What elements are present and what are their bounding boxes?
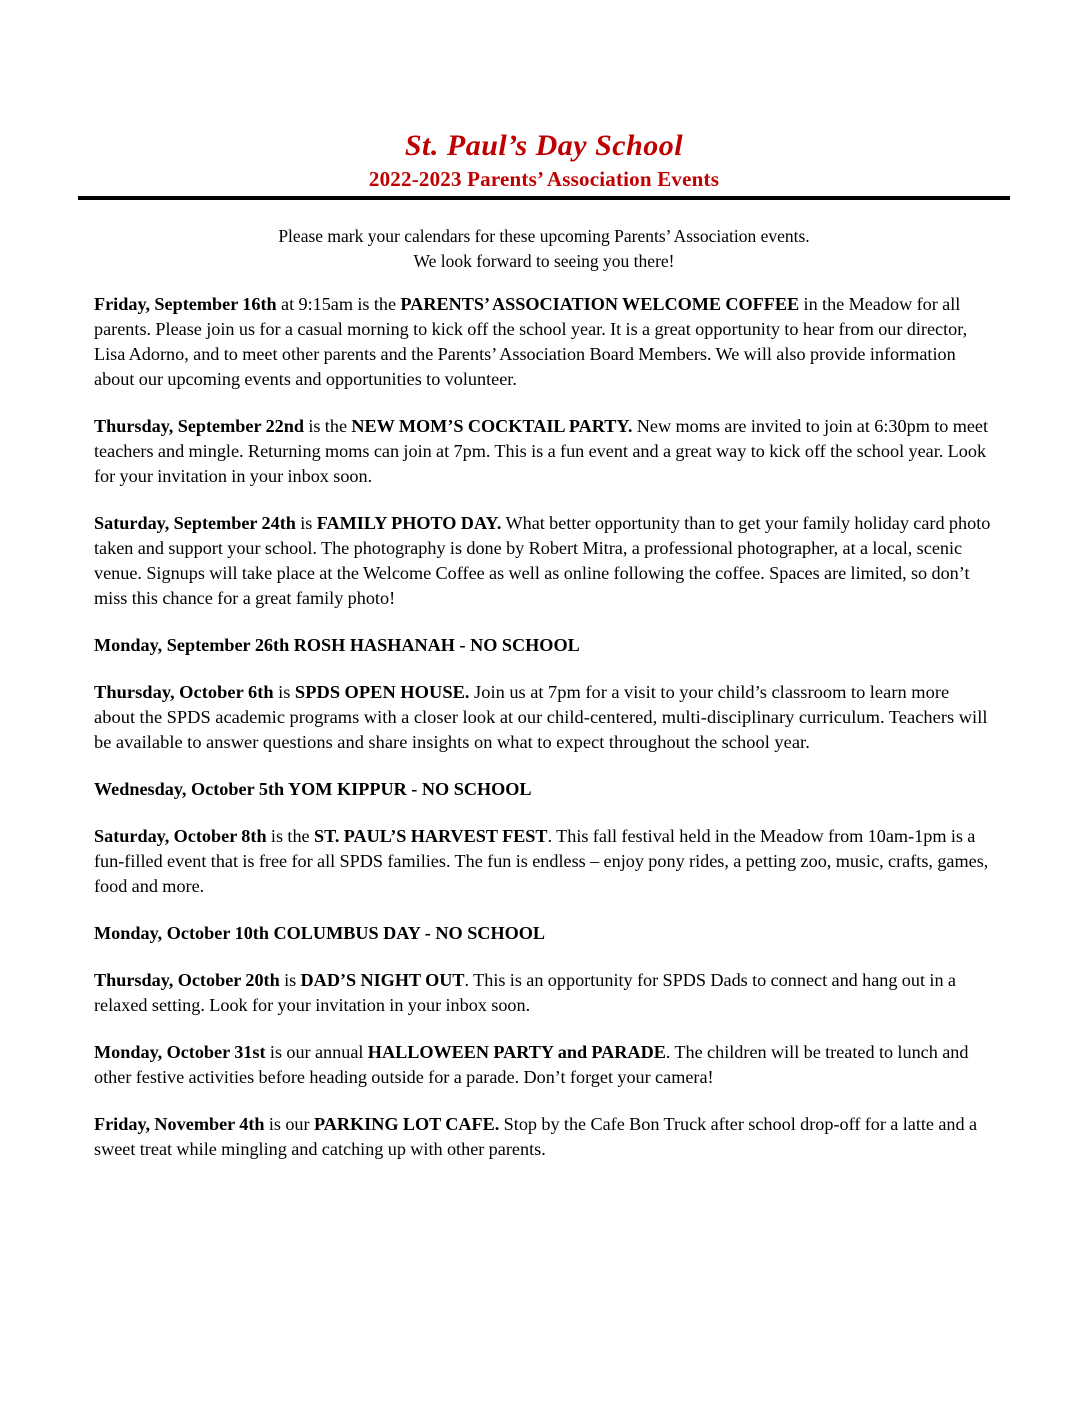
event-name: DAD’S NIGHT OUT [300, 970, 465, 990]
event-connector-text: is our annual [265, 1042, 368, 1062]
event-description: Join us at 7pm for a visit to your child’s classroom to learn more about the SPDS academic programs with a closer look at our child-centered, multi-disciplinary curriculum. Teachers will be available to answer questions and share insights on what to expect throughout the school year. [94, 682, 988, 752]
header-divider [78, 196, 1010, 200]
event-description: . This is an opportunity for SPDS Dads to connect and hang out in a relaxed setting. Look for your invitation in your inbox soon. [94, 970, 956, 1015]
event-name: PARKING LOT CAFE. [313, 1114, 500, 1134]
event-paragraph [94, 680, 992, 755]
event-name: PARENTS’ ASSOCIATION WELCOME COFFEE [400, 294, 800, 314]
school-title: St. Paul’s Day School [404, 129, 684, 162]
event-date: Friday, November 4th [94, 1114, 265, 1134]
event-connector-text: at 9:15am is the [276, 294, 401, 314]
event-date: Saturday, September 24th [94, 513, 296, 533]
no-school-notice: Monday, September 26th ROSH HASHANAH - NO SCHOOL [94, 635, 580, 655]
event-name: HALLOWEEN PARTY and PARADE [367, 1042, 666, 1062]
event-date: Thursday, September 22nd [94, 416, 304, 436]
events-list [94, 292, 992, 1162]
document-header [78, 128, 1010, 192]
event-paragraph [94, 968, 992, 1018]
event-paragraph [94, 292, 992, 392]
event-description: What better opportunity than to get your family holiday card photo taken and support your school. The photography is done by Robert Mitra, a professional photographer, at a local, scenic venue. Signups will take place at the Welcome Coffee as well as online following the coffee. Spaces are limited, so don’t miss this chance for a great family photo! [94, 513, 991, 608]
intro-line-1: Please mark your calendars for these upcoming Parents’ Association events. [278, 226, 810, 246]
event-description: Stop by the Cafe Bon Truck after school drop-off for a latte and a sweet treat while mingling and catching up with other parents. [94, 1114, 978, 1159]
event-connector-text: is [279, 970, 301, 990]
event-description: . This fall festival held in the Meadow from 10am-1pm is a fun-filled event that is free for all SPDS families. The fun is endless – enjoy pony rides, a petting zoo, music, crafts, games, food and more. [94, 826, 989, 896]
event-date: Thursday, October 6th [94, 682, 274, 702]
event-paragraph [94, 824, 992, 899]
event-date: Saturday, October 8th [94, 826, 267, 846]
events-subtitle: 2022-2023 Parents’ Association Events [368, 167, 720, 191]
event-paragraph [94, 1112, 992, 1162]
event-description: . The children will be treated to lunch and other festive activities before heading outside for a parade. Don’t forget your camera! [94, 1042, 969, 1087]
event-connector-text: is our [264, 1114, 314, 1134]
event-name: SPDS OPEN HOUSE. [294, 682, 470, 702]
event-date: Friday, September 16th [94, 294, 277, 314]
event-connector-text: is the [303, 416, 352, 436]
no-school-notice: Wednesday, October 5th YOM KIPPUR - NO SCHOOL [94, 779, 532, 799]
event-name: ST. PAUL’S HARVEST FEST [313, 826, 548, 846]
event-paragraph [94, 414, 992, 489]
event-paragraph [94, 1040, 992, 1090]
event-connector-text: is the [266, 826, 314, 846]
intro-block [94, 224, 994, 274]
event-name: NEW MOM’S COCKTAIL PARTY. [351, 416, 633, 436]
event-description: New moms are invited to join at 6:30pm to meet teachers and mingle. Returning moms can join at 7pm. This is a fun event and a great way to kick off the school year. Look for your invitation in your inbox soon. [94, 416, 989, 486]
event-date: Monday, October 31st [94, 1042, 266, 1062]
event-name: FAMILY PHOTO DAY. [316, 513, 502, 533]
intro-line-2: We look forward to seeing you there! [413, 251, 675, 271]
event-connector-text: is [273, 682, 295, 702]
event-connector-text: is [295, 513, 317, 533]
event-paragraph [94, 511, 992, 611]
event-description: in the Meadow for all parents. Please join us for a casual morning to kick off the school year. It is a great opportunity to hear from our director, Lisa Adorno, and to meet other parents and the Parents’ Association Board Members. We will also provide information about our upcoming events and opportunities to volunteer. [94, 294, 968, 389]
no-school-notice: Monday, October 10th COLUMBUS DAY - NO SCHOOL [94, 923, 546, 943]
event-date: Thursday, October 20th [94, 970, 280, 990]
